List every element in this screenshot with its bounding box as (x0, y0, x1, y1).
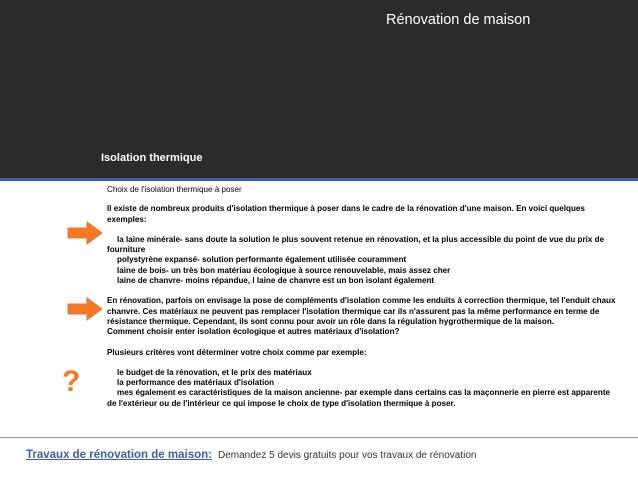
question-mark-icon: ? (62, 365, 81, 398)
footer-divider (0, 437, 638, 438)
footer-text: Demandez 5 devis gratuits pour vos travaux de rénovation (217, 450, 477, 461)
list-item: polystyrène expansé- solution performante également utilisée couramment (117, 255, 407, 265)
article-body (107, 185, 621, 409)
paragraph: Plusieurs critères vont déterminer votre choix comme par exemple: (107, 347, 367, 357)
header-banner (0, 0, 638, 178)
arrow-right-icon (67, 221, 103, 245)
intro-paragraph: Il existe de nombreux produits d'isolation thermique à poser dans le cadre de la rénovation d'une maison. En voici quelques exemples: (107, 204, 585, 224)
list-item: mes également es caractéristiques de la maison ancienne- par exemple dans certains cas la maçonnerie en pierre est apparente de l'extérieur ou de l'intérieur ce qui impose le choix de type d'isolation thermique à poser. (107, 388, 611, 408)
header-divider (0, 178, 638, 181)
site-title: Rénovation de maison (386, 12, 531, 28)
paragraph: En rénovation, parfois on envisage la pose de compléments d'isolation comme les enduits à correction thermique, tel l'enduit chaux chanvre. Ces matériaux ne peuvent pas remplacer l'isolation thermique car ils n'assurent pas la même performance en terme de résistance thermique. Cependant, ils sont connu pour avoir un rôle dans la régulation hygrothermique de la maison. (107, 296, 616, 326)
list-item: la laine minérale- sans doute la solution le plus souvent retenue en rénovation, et la plus accessible du point de vue du prix de fourniture (107, 234, 605, 255)
section-title: Isolation thermique (101, 152, 203, 164)
list-item: laine de chanvre- moins répandue, l laine de chanvre est un bon isolant également (117, 276, 435, 286)
footer (26, 447, 476, 464)
list-item: le budget de la rénovation, et le prix des matériaux (117, 367, 312, 377)
question-line: Comment choisir enter isolation écologique et autres matériaux d'isolation? (107, 327, 400, 337)
footer-link[interactable]: Travaux de rénovation de maison: (26, 449, 212, 461)
article-subtitle: Choix de l'isolation thermique à poser (107, 185, 242, 194)
arrow-right-icon (67, 297, 103, 321)
list-item: laine de bois- un très bon matériau écologique à source renouvelable, mais assez cher (117, 265, 451, 275)
list-item: la performance des matériaux d'isolation (117, 378, 275, 388)
